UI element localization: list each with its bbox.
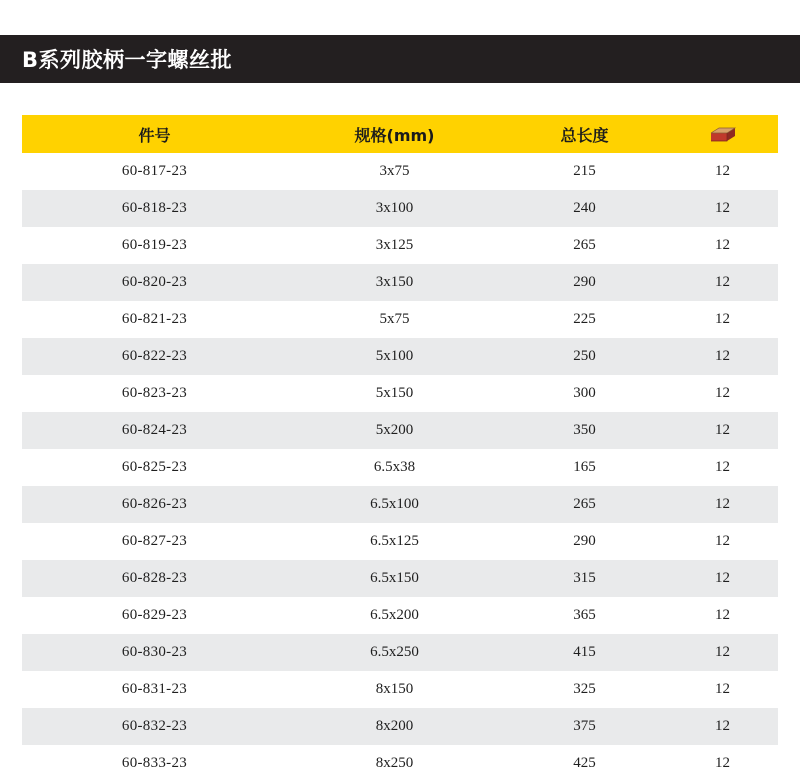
cell-specification: 8x250 [287, 745, 502, 782]
cell-package-quantity: 12 [667, 190, 778, 227]
cell-part-number: 60-826-23 [22, 486, 287, 523]
cell-package-quantity: 12 [667, 338, 778, 375]
cell-specification: 6.5x150 [287, 560, 502, 597]
cell-part-number: 60-823-23 [22, 375, 287, 412]
cell-package-quantity: 12 [667, 227, 778, 264]
cell-package-quantity: 12 [667, 264, 778, 301]
cell-part-number: 60-825-23 [22, 449, 287, 486]
cell-total-length: 265 [502, 227, 667, 264]
column-header-part-number: 件号 [22, 115, 287, 153]
cell-part-number: 60-818-23 [22, 190, 287, 227]
cell-package-quantity: 12 [667, 153, 778, 190]
cell-package-quantity: 12 [667, 486, 778, 523]
table-row [22, 153, 778, 190]
cell-part-number: 60-829-23 [22, 597, 287, 634]
cell-total-length: 425 [502, 745, 667, 782]
cell-specification: 3x150 [287, 264, 502, 301]
cell-specification: 5x200 [287, 412, 502, 449]
cell-part-number: 60-833-23 [22, 745, 287, 782]
cell-part-number: 60-817-23 [22, 153, 287, 190]
box-icon [710, 127, 736, 143]
table-row [22, 338, 778, 375]
cell-total-length: 375 [502, 708, 667, 745]
column-header-specification: 规格(mm) [287, 115, 502, 153]
page-title: B系列胶柄一字螺丝批 [22, 48, 233, 72]
cell-part-number: 60-828-23 [22, 560, 287, 597]
table-header-row [22, 115, 778, 153]
cell-part-number: 60-831-23 [22, 671, 287, 708]
table-row [22, 264, 778, 301]
cell-specification: 5x75 [287, 301, 502, 338]
table-row [22, 634, 778, 671]
cell-package-quantity: 12 [667, 634, 778, 671]
cell-package-quantity: 12 [667, 708, 778, 745]
table-row [22, 412, 778, 449]
cell-total-length: 215 [502, 153, 667, 190]
table-row [22, 708, 778, 745]
table-row [22, 227, 778, 264]
cell-total-length: 365 [502, 597, 667, 634]
spec-table-container [22, 115, 778, 782]
table-row [22, 597, 778, 634]
cell-total-length: 165 [502, 449, 667, 486]
table-row [22, 301, 778, 338]
cell-specification: 3x100 [287, 190, 502, 227]
cell-total-length: 325 [502, 671, 667, 708]
cell-total-length: 250 [502, 338, 667, 375]
column-header-package-quantity [667, 115, 778, 153]
cell-specification: 6.5x100 [287, 486, 502, 523]
cell-package-quantity: 12 [667, 375, 778, 412]
cell-specification: 6.5x38 [287, 449, 502, 486]
cell-total-length: 240 [502, 190, 667, 227]
table-row [22, 375, 778, 412]
table-row [22, 190, 778, 227]
cell-part-number: 60-821-23 [22, 301, 287, 338]
cell-package-quantity: 12 [667, 745, 778, 782]
cell-total-length: 265 [502, 486, 667, 523]
cell-specification: 3x125 [287, 227, 502, 264]
cell-part-number: 60-830-23 [22, 634, 287, 671]
table-row [22, 486, 778, 523]
table-row [22, 560, 778, 597]
table-row [22, 671, 778, 708]
cell-specification: 6.5x200 [287, 597, 502, 634]
table-body [22, 153, 778, 782]
cell-total-length: 225 [502, 301, 667, 338]
cell-total-length: 290 [502, 264, 667, 301]
title-bar [0, 35, 800, 83]
cell-part-number: 60-819-23 [22, 227, 287, 264]
cell-part-number: 60-832-23 [22, 708, 287, 745]
cell-specification: 8x200 [287, 708, 502, 745]
cell-part-number: 60-824-23 [22, 412, 287, 449]
cell-specification: 6.5x250 [287, 634, 502, 671]
cell-specification: 8x150 [287, 671, 502, 708]
cell-total-length: 290 [502, 523, 667, 560]
cell-total-length: 350 [502, 412, 667, 449]
cell-part-number: 60-822-23 [22, 338, 287, 375]
spec-table [22, 115, 778, 782]
cell-specification: 5x100 [287, 338, 502, 375]
cell-specification: 5x150 [287, 375, 502, 412]
cell-package-quantity: 12 [667, 597, 778, 634]
cell-package-quantity: 12 [667, 560, 778, 597]
cell-package-quantity: 12 [667, 412, 778, 449]
table-row [22, 449, 778, 486]
cell-total-length: 415 [502, 634, 667, 671]
cell-package-quantity: 12 [667, 449, 778, 486]
cell-part-number: 60-820-23 [22, 264, 287, 301]
cell-package-quantity: 12 [667, 523, 778, 560]
cell-package-quantity: 12 [667, 671, 778, 708]
table-row [22, 523, 778, 560]
cell-specification: 6.5x125 [287, 523, 502, 560]
cell-part-number: 60-827-23 [22, 523, 287, 560]
cell-specification: 3x75 [287, 153, 502, 190]
cell-package-quantity: 12 [667, 301, 778, 338]
table-row [22, 745, 778, 782]
cell-total-length: 315 [502, 560, 667, 597]
cell-total-length: 300 [502, 375, 667, 412]
column-header-total-length: 总长度 [502, 115, 667, 153]
